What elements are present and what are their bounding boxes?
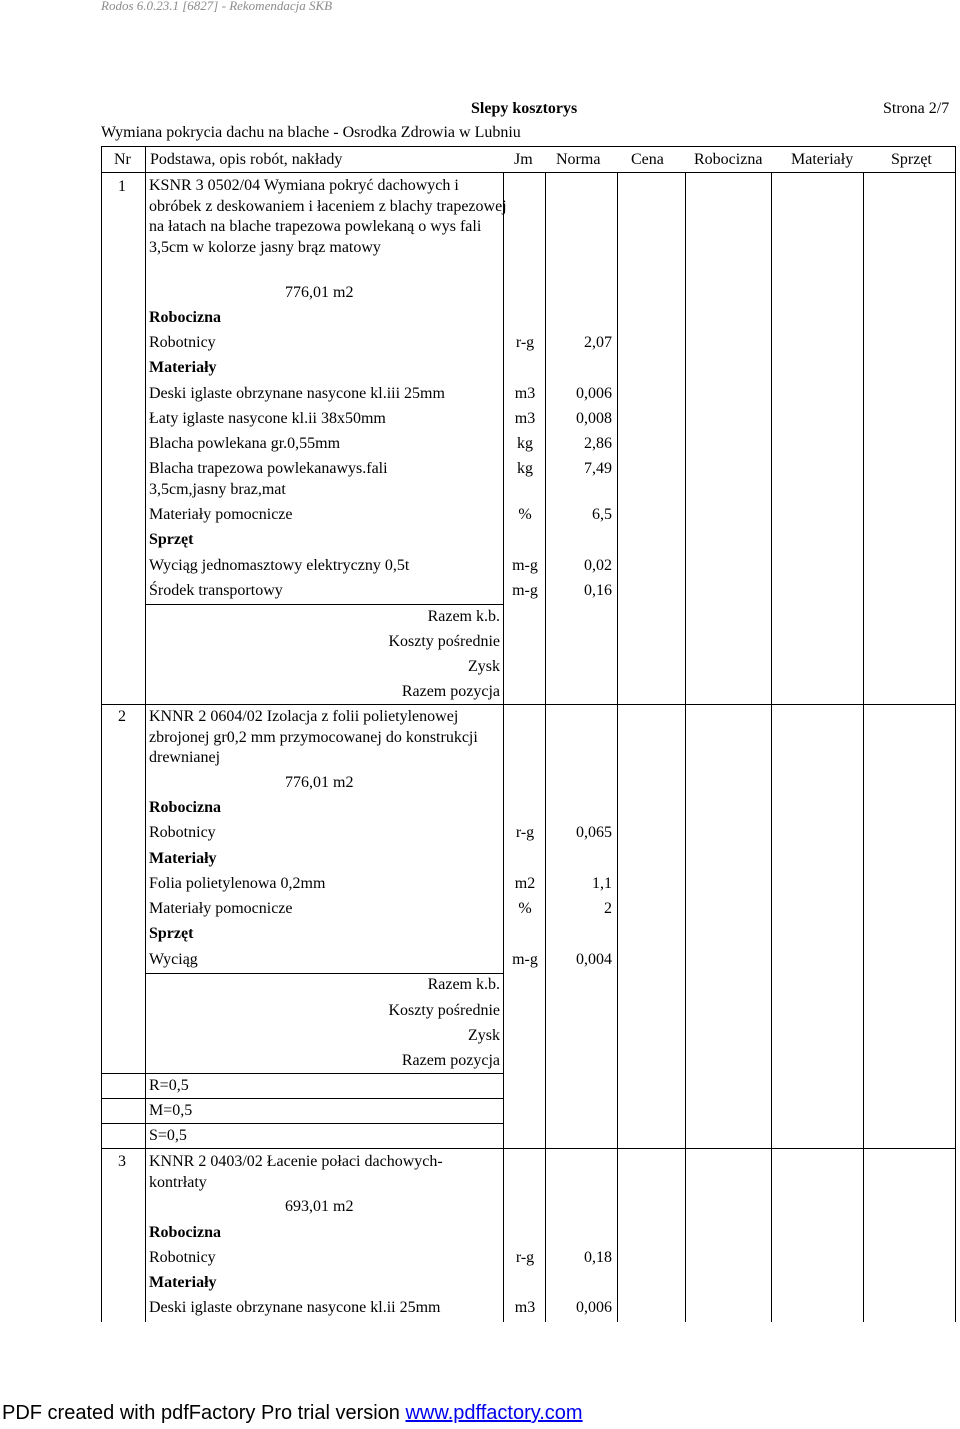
summary-razem-kb: Razem k.b. [427, 608, 500, 625]
column-header-nr: Nr [114, 151, 131, 168]
item-name: Blacha trapezowa powlekanawys.fali [149, 460, 388, 477]
factor-m: M=0,5 [149, 1102, 193, 1119]
item-name: Materiały pomocnicze [149, 900, 293, 917]
position-description: KNNR 2 0604/02 Izolacja z folii polietylenowej zbrojonej gr0,2 mm przymocowanej do konstrukcji drewnianej [149, 708, 478, 766]
item-norm: 7,49 [584, 460, 612, 477]
item-name: Wyciąg [149, 951, 198, 968]
item-name: Robotnicy [149, 824, 216, 841]
table-top-border [101, 146, 956, 147]
factor-s: S=0,5 [149, 1127, 187, 1144]
item-unit: r-g [515, 1249, 535, 1266]
summary-divider [145, 604, 503, 605]
item-unit: kg [517, 435, 533, 452]
column-header-cena: Cena [631, 151, 664, 168]
factors-divider [101, 1073, 503, 1074]
item-norm: 2,86 [584, 435, 612, 452]
column-divider-cena [685, 172, 686, 1322]
item-name: Wyciąg jednomasztowy elektryczny 0,5t [149, 557, 410, 574]
item-name-continued: 3,5cm,jasny braz,mat [149, 481, 286, 498]
table-right-border [955, 146, 956, 1322]
item-norm: 0,065 [576, 824, 612, 841]
summary-razem-pozycja: Razem pozycja [401, 1052, 500, 1069]
item-norm: 0,02 [584, 557, 612, 574]
section-label-sprzet: Sprzęt [149, 925, 194, 942]
summary-koszty-posrednie: Koszty pośrednie [388, 633, 500, 650]
column-divider-materialy [863, 172, 864, 1322]
summary-zysk: Zysk [468, 658, 500, 675]
footer-text: PDF created with pdfFactory Pro trial version [2, 1402, 406, 1424]
app-header: Rodos 6.0.23.1 [6827] - Rekomendacja SKB [101, 0, 333, 13]
position-quantity: 776,01 m2 [285, 774, 354, 791]
position-number: 1 [118, 178, 126, 195]
footer-link[interactable]: www.pdffactory.com [405, 1402, 583, 1424]
item-norm: 1,1 [592, 875, 612, 892]
item-unit: m2 [514, 875, 536, 892]
item-name: Blacha powlekana gr.0,55mm [149, 435, 341, 452]
item-norm: 6,5 [592, 506, 612, 523]
item-unit: m-g [512, 951, 538, 968]
item-norm: 0,004 [576, 951, 612, 968]
item-name: Deski iglaste obrzynane nasycone kl.iii 25mm [149, 385, 445, 402]
item-name: Deski iglaste obrzynane nasycone kl.ii 25mm [149, 1299, 441, 1316]
section-label-materialy: Materiały [149, 359, 217, 376]
column-header-norma: Norma [556, 151, 601, 168]
position-description: KSNR 3 0502/04 Wymiana pokryć dachowych i obróbek z deskowaniem i łaceniem z blachy trapezowej na łatach na blache trapezowa powlekaną o wys fali 3,5cm w kolorze jasny brąz matowy [149, 177, 507, 256]
document-subtitle: Wymiana pokrycia dachu na blache - Osrodka Zdrowia w Lubniu [101, 124, 521, 141]
summary-zysk: Zysk [468, 1027, 500, 1044]
factors-divider [101, 1123, 503, 1124]
item-name: Folia polietylenowa 0,2mm [149, 875, 326, 892]
table-header-bottom-border [101, 172, 956, 173]
item-name: Środek transportowy [149, 582, 283, 599]
position-description: KNNR 2 0403/02 Łacenie połaci dachowych-kontrłaty [149, 1153, 443, 1191]
item-name: Robotnicy [149, 1249, 216, 1266]
section-label-materialy: Materiały [149, 1274, 217, 1291]
column-header-sprzet: Sprzęt [891, 151, 932, 168]
item-norm: 2,07 [584, 334, 612, 351]
item-norm: 0,006 [576, 385, 612, 402]
item-unit: kg [517, 460, 533, 477]
item-unit: % [518, 506, 532, 523]
page-number: Strona 2/7 [883, 100, 950, 117]
item-unit: m3 [514, 1299, 536, 1316]
item-norm: 0,008 [576, 410, 612, 427]
section-label-sprzet: Sprzęt [149, 531, 194, 548]
item-name: Łaty iglaste nasycone kl.ii 38x50mm [149, 410, 386, 427]
factor-r: R=0,5 [149, 1077, 189, 1094]
position-divider [101, 1148, 956, 1149]
summary-razem-pozycja: Razem pozycja [401, 683, 500, 700]
item-norm: 0,16 [584, 582, 612, 599]
item-norm: 0,18 [584, 1249, 612, 1266]
section-label-robocizna: Robocizna [149, 799, 221, 816]
section-label-materialy: Materiały [149, 850, 217, 867]
summary-razem-kb: Razem k.b. [427, 976, 500, 993]
table-left-border [101, 146, 102, 1322]
item-unit: m3 [514, 410, 536, 427]
column-divider-norma [617, 172, 618, 1322]
column-header-description: Podstawa, opis robót, nakłady [150, 151, 343, 168]
pdf-footer [2, 1402, 583, 1425]
position-divider [101, 704, 956, 705]
item-norm: 0,006 [576, 1299, 612, 1316]
position-quantity: 776,01 m2 [285, 284, 354, 301]
position-number: 2 [118, 708, 126, 725]
item-name: Robotnicy [149, 334, 216, 351]
item-unit: m3 [514, 385, 536, 402]
column-header-materialy: Materiały [791, 151, 854, 168]
position-number: 3 [118, 1153, 126, 1170]
item-unit: m-g [512, 557, 538, 574]
column-divider-nr [145, 146, 146, 1322]
factors-divider [101, 1098, 503, 1099]
column-divider-robocizna [771, 172, 772, 1322]
item-norm: 2 [604, 900, 612, 917]
column-header-jm: Jm [514, 151, 533, 168]
section-label-robocizna: Robocizna [149, 1224, 221, 1241]
item-unit: % [518, 900, 532, 917]
item-name: Materiały pomocnicze [149, 506, 293, 523]
document-title: Slepy kosztorys [471, 100, 578, 117]
item-unit: r-g [515, 824, 535, 841]
item-unit: r-g [515, 334, 535, 351]
item-unit: m-g [512, 582, 538, 599]
position-quantity: 693,01 m2 [285, 1198, 354, 1215]
summary-koszty-posrednie: Koszty pośrednie [388, 1002, 500, 1019]
column-header-robocizna: Robocizna [694, 151, 763, 168]
section-label-robocizna: Robocizna [149, 309, 221, 326]
summary-divider [145, 973, 503, 974]
